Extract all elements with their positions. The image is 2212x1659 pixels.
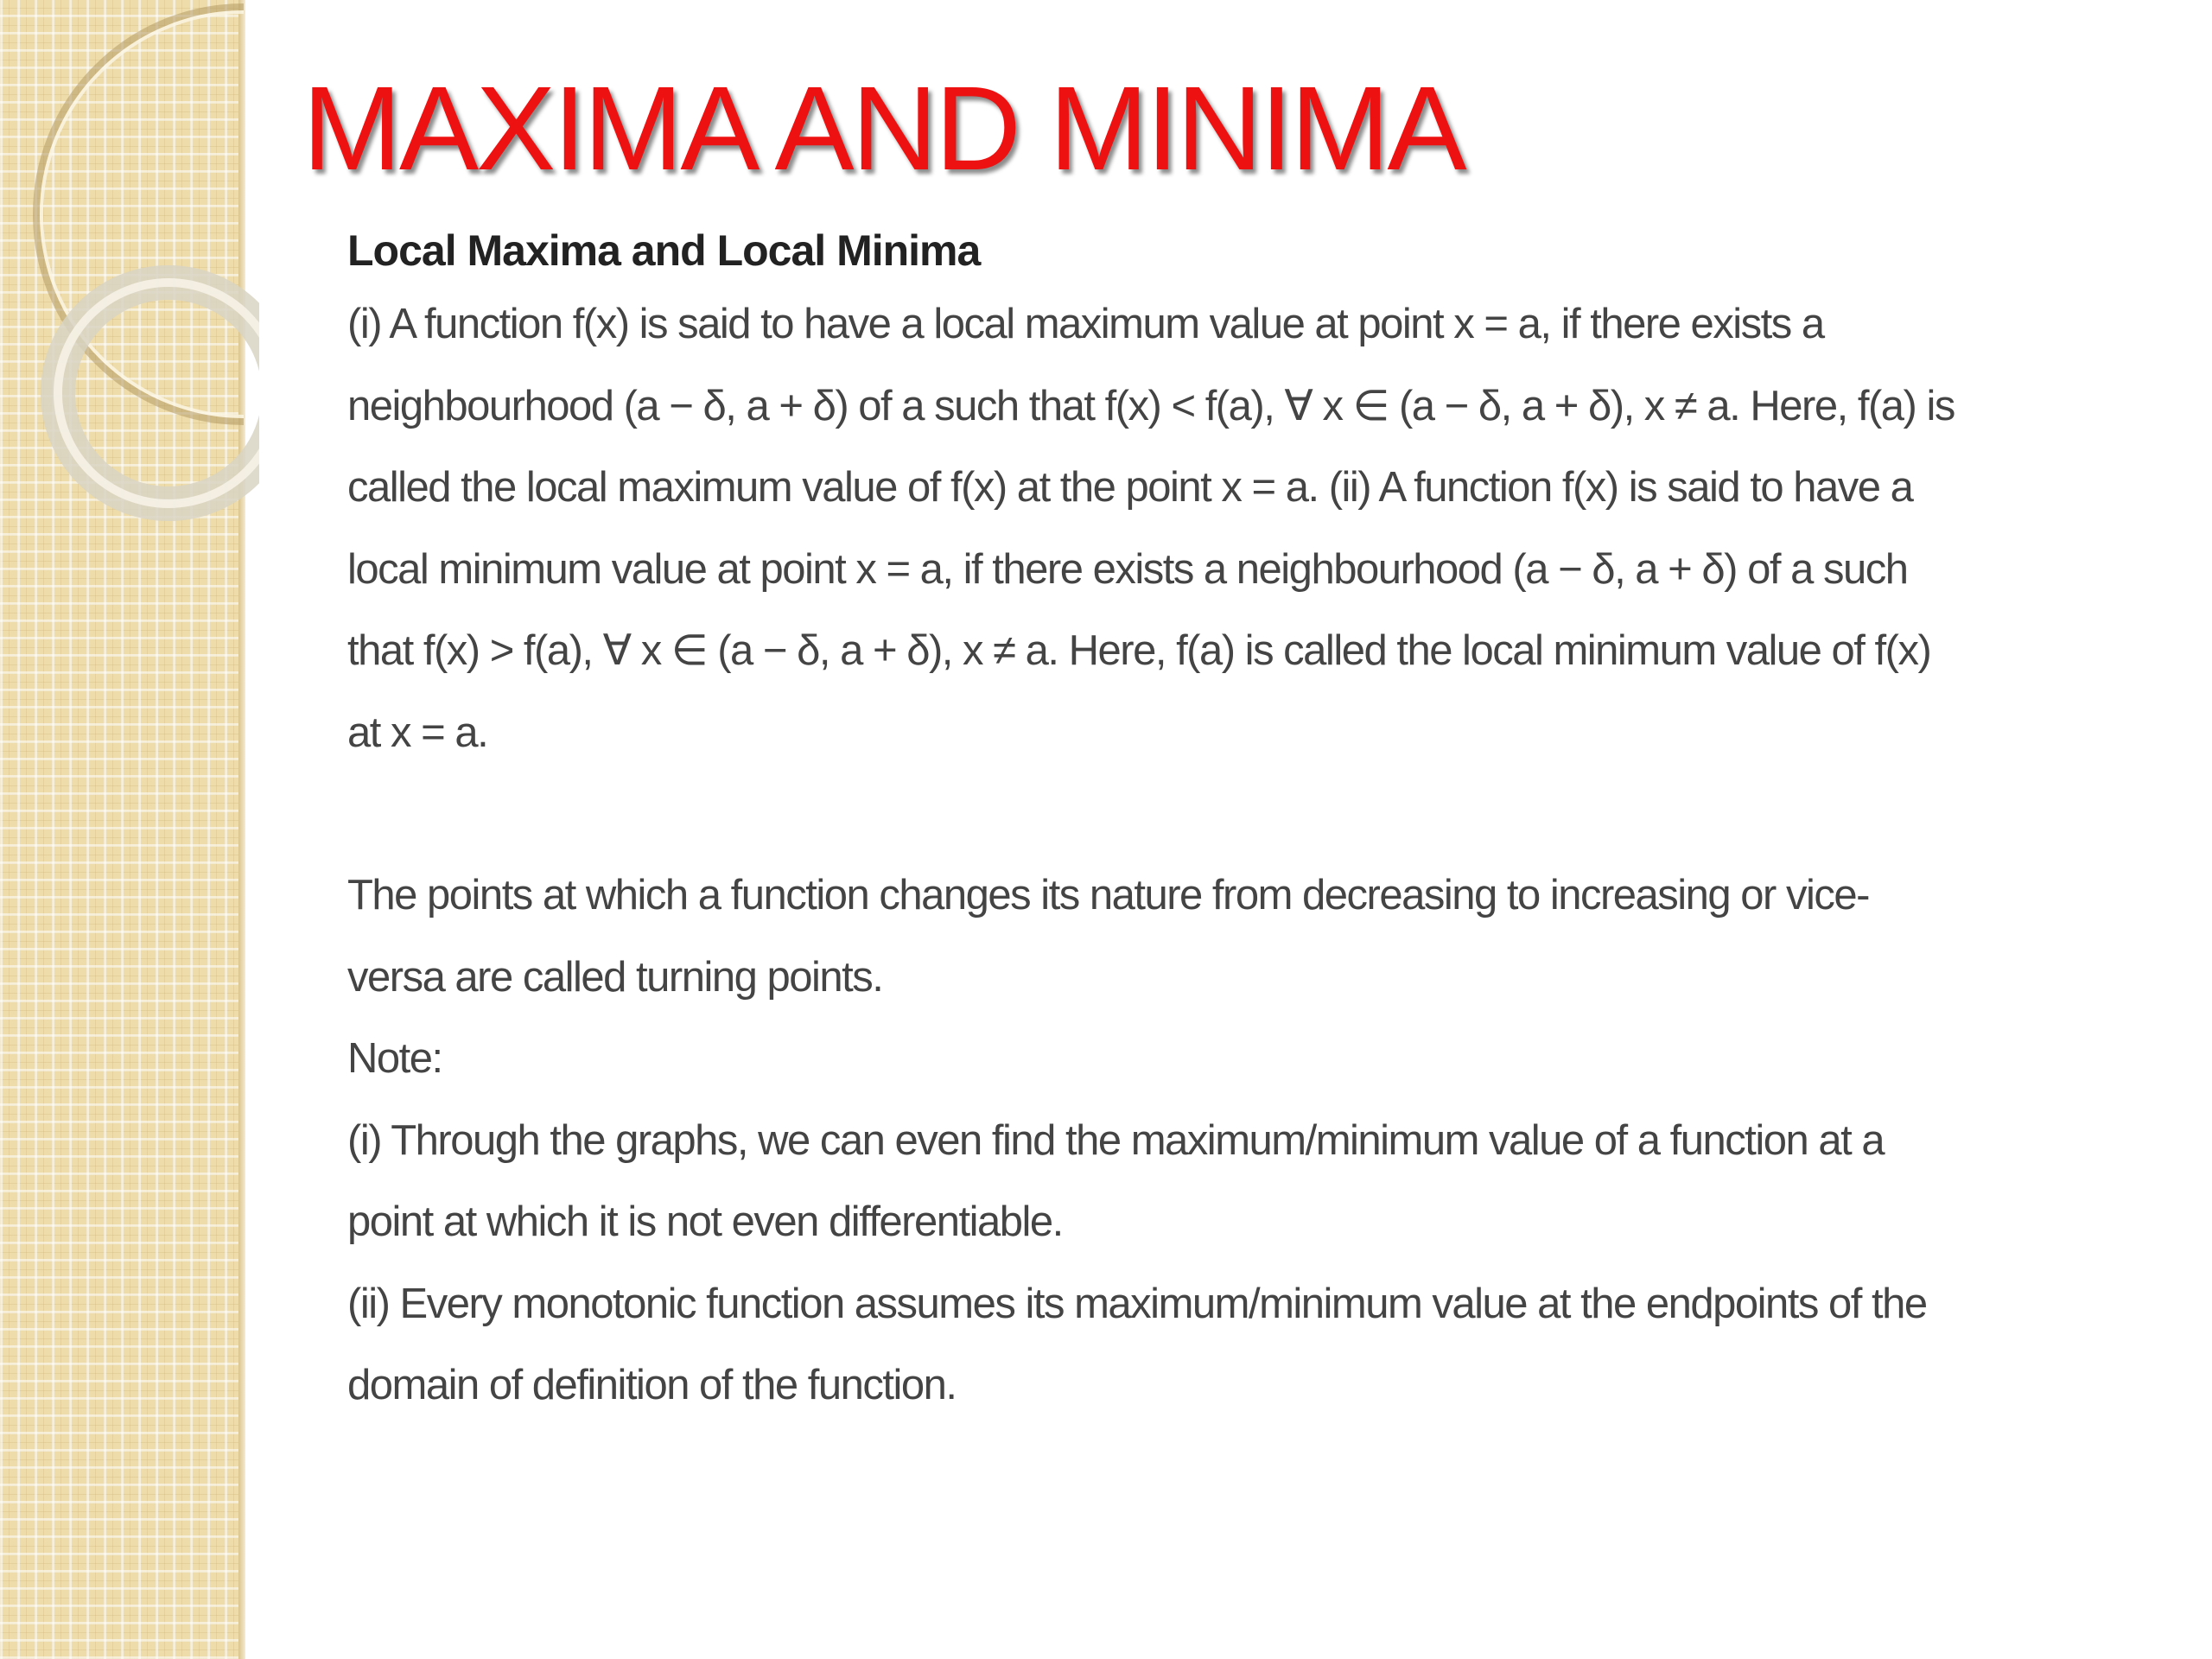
slide-body [347,218,1955,1427]
definition-paragraph: (i) A function f(x) is said to have a local maximum value at point x = a, if there exists a neighbourhood (a − δ, a + δ) of a such that f(x) < f(a), ∀ x ∈ (a − δ, a + δ), x ≠ a. Here, f(a) is called the local maximum value of f(x) at the point x = a. (ii) A function f(x) is said to have a local minimum value at point x = a, if there exists a neighbourhood (a − δ, a + δ) of a such that f(x) > f(a), ∀ x ∈ (a − δ, a + δ), x ≠ a. Here, f(a) is called the local minimum value of f(x) at x = a. [347,301,1955,756]
note-item-2: (ii) Every monotonic function assumes its maximum/minimum value at the endpoints of the domain of definition of the function. [347,1280,1927,1408]
slide-title: MAXIMA AND MINIMA [302,62,1465,195]
note-label: Note: [347,1035,442,1082]
paragraph-spacer [347,773,1955,855]
section-heading: Local Maxima and Local Minima [347,226,981,275]
decorative-rings [0,0,259,553]
turning-points-paragraph: The points at which a function changes its nature from decreasing to increasing or vice-versa are called turning points. [347,872,1869,1001]
note-item-1: (i) Through the graphs, we can even find the maximum/minimum value of a function at a point at which it is not even differentiable. [347,1116,1885,1245]
